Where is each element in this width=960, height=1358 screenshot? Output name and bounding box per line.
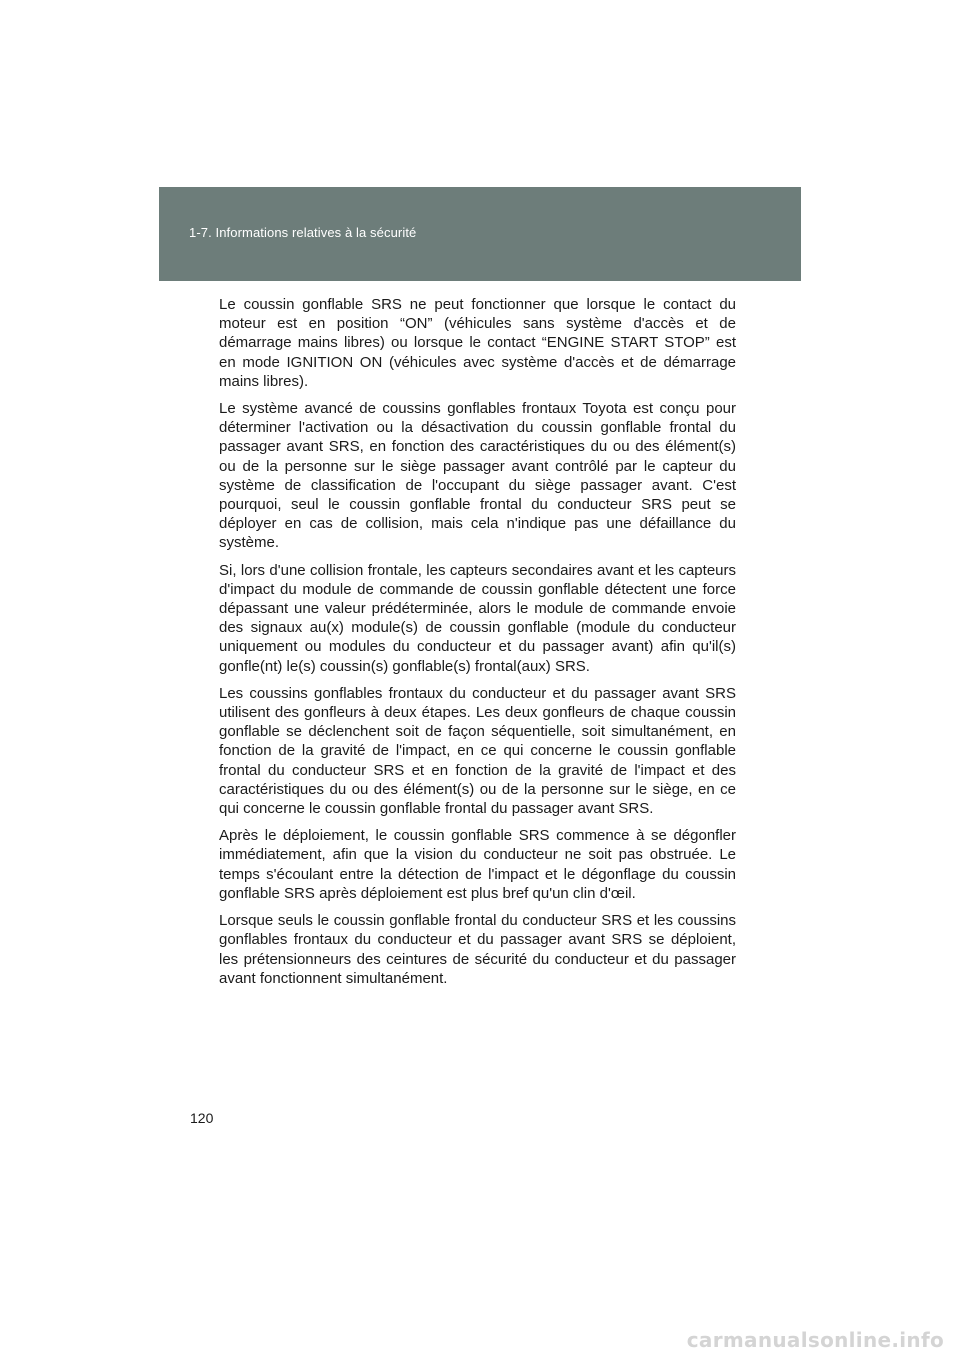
paragraph-deflation: Après le déploiement, le coussin gonflable SRS commence à se dégonfler immédiatement, afin que la vision du conducteur ne soit pas obstruée. Le temps s'écoulant entre la détection de l'impact et le dégonflage du coussin gonflable SRS après déploiement est plus bref qu'un clin d'œil. [219, 827, 736, 902]
paragraph-pretensioners: Lorsque seuls le coussin gonflable frontal du conducteur SRS et les coussins gonflables frontaux du conducteur et du passager avant SRS se déploient, les prétensionneurs des ceintures de sécurité du conducteur et du passager avant fonctionnent simultanément. [219, 912, 736, 987]
paragraph-two-stage-inflators: Les coussins gonflables frontaux du conducteur et du passager avant SRS utilisent des gonfleurs à deux étapes. Les deux gonfleurs de chaque coussin gonflable se déclenchent soit de façon séquentielle, soit simultanément, en fonction de la gravité de l'impact, en ce qui concerne le coussin gonflable frontal du conducteur SRS et en fonction de la gravité de l'impact et des caractéristiques du ou des élément(s) ou de la personne sur le siège, en ce qui concerne le coussin gonflable frontal du passager avant SRS. [219, 684, 736, 818]
section-header-band [159, 187, 801, 281]
paragraph-srs-operation: Le coussin gonflable SRS ne peut fonctionner que lorsque le contact du moteur est en position “ON” (véhicules sans système d'accès et de démarrage mains libres) ou lorsque le contact “ENGINE START STOP” est en mode IGNITION ON (véhicules avec système d'accès et de démarrage mains libres). [219, 296, 736, 390]
paragraph-advanced-airbag-system: Le système avancé de coussins gonflables frontaux Toyota est conçu pour déterminer l'activation ou la désactivation du coussin gonflable frontal du passager avant SRS, en fonction des caractéristiques du ou des élément(s) ou de la personne sur le siège passager avant contrôlé par le capteur du système de classification de l'occupant du siège passager avant. C'est pourquoi, seul le coussin gonflable frontal du conducteur SRS peut se déployer en cas de collision, mais cela n'indique pas une défaillance du système. [219, 400, 736, 552]
watermark-text: carmanualsonline.info [686, 1328, 944, 1352]
paragraph-frontal-collision: Si, lors d'une collision frontale, les capteurs secondaires avant et les capteurs d'impact du module de commande de coussin gonflable détectent une force dépassant une valeur prédéterminée, alors le module de commande envoie des signaux au(x) module(s) de coussin gonflable (module du conducteur uniquement ou modules du conducteur et du passager avant) afin qu'il(s) gonfle(nt) le(s) coussin(s) gonflable(s) frontal(aux) SRS. [219, 561, 736, 675]
page-number: 120 [190, 1110, 214, 1126]
body-text [219, 295, 736, 996]
section-title: 1-7. Informations relatives à la sécurité [189, 225, 417, 240]
